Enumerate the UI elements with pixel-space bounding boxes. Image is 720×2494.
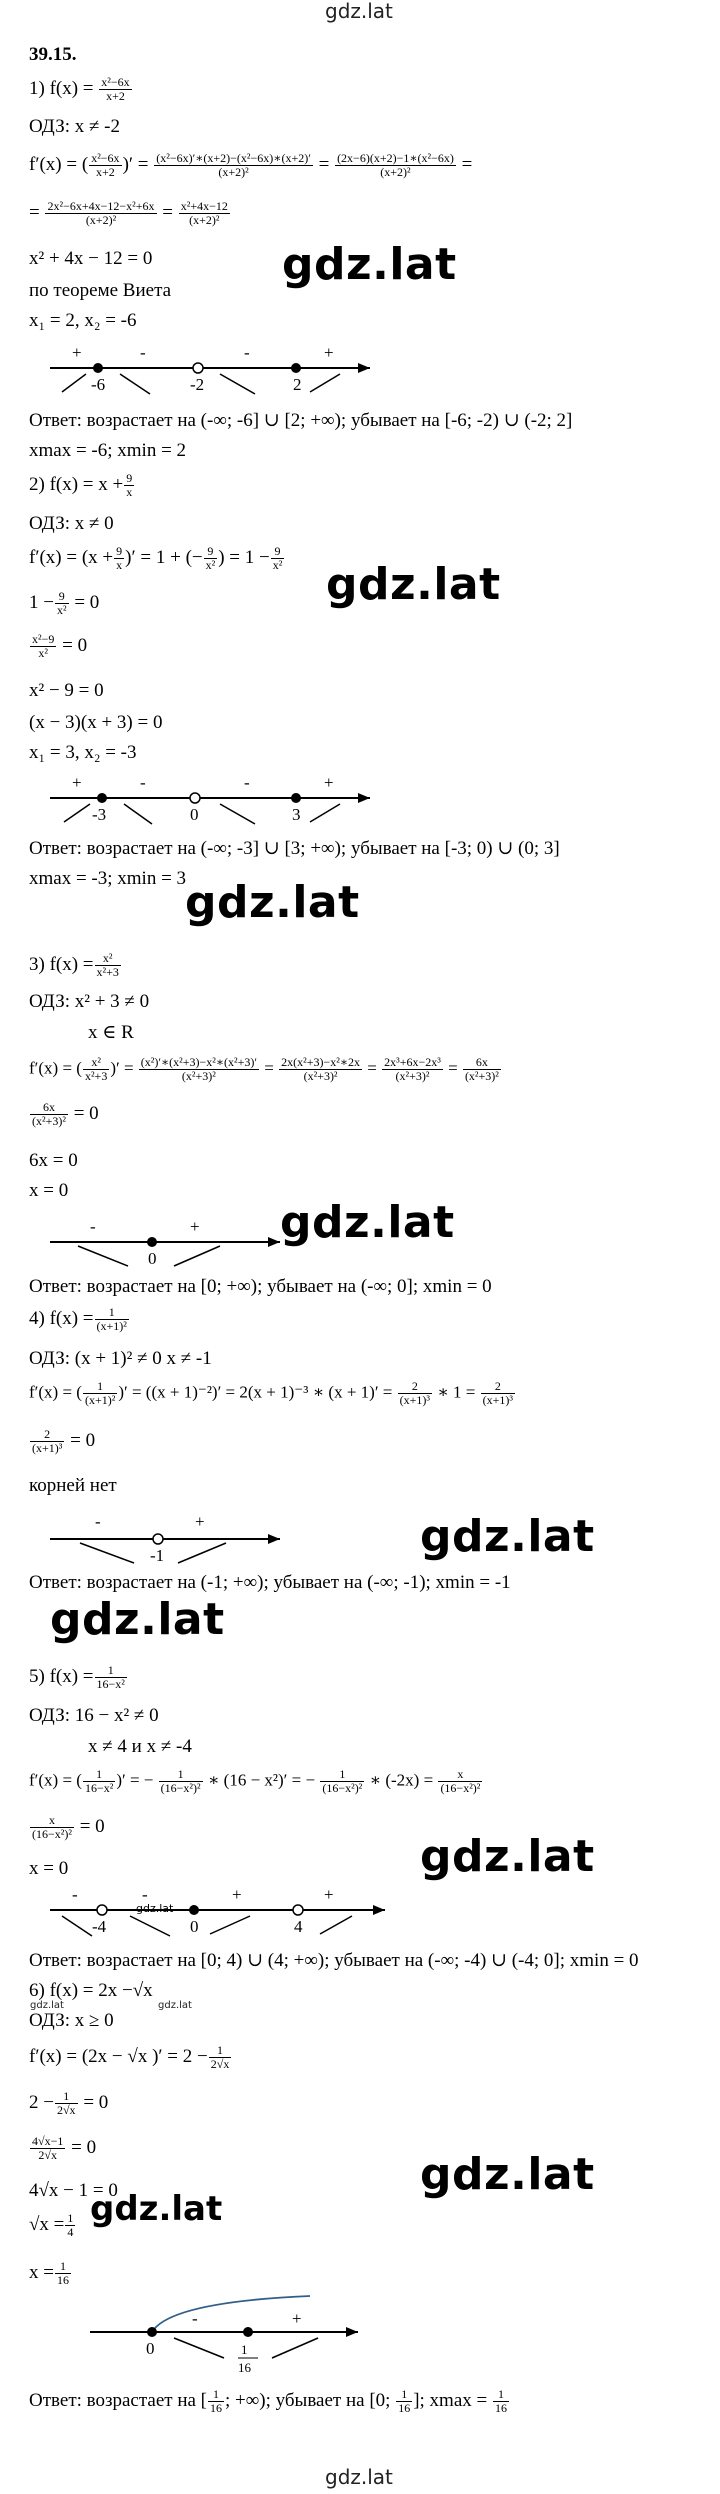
p2-extrema: xmax = -3; xmin = 3 — [29, 868, 187, 889]
p1-function-frac: $\frac{\text{x²−6x}}{x+2}$ — [101, 75, 130, 104]
p6-line2: $\frac{4√x-1}{2√x}$ = 0 — [32, 2134, 97, 2163]
p1-extrema: xmax = -6; xmin = 2 — [29, 440, 187, 461]
watermark-9: gdz.lat — [90, 2189, 223, 2229]
p2-sign-2: - — [140, 773, 146, 792]
p1-sign-1: + — [72, 343, 82, 362]
p2-point-label-2: 0 — [190, 805, 199, 824]
p3-line2: 6x = 0 — [29, 1150, 78, 1171]
p1-sign-4: + — [324, 343, 334, 362]
watermark-5: gdz.lat — [420, 1511, 595, 1562]
p6-derivative: f′(x) = (2x − √x )′ = 2 − $\frac{1}{2√x}$ — [29, 2043, 230, 2072]
p4-line1: $\frac{2}{\text{(x+1)³}}$ = 0 — [32, 1427, 96, 1456]
p3-odz: ОДЗ: x² + 3 ≠ 0 — [29, 991, 150, 1012]
p2-sign-chart — [40, 772, 370, 832]
p5-point-label-1: -4 — [92, 1917, 107, 1936]
p1-function-label: 1) f(x) = — [29, 78, 94, 100]
watermark-6: gdz.lat — [50, 1594, 225, 1645]
watermark-7: gdz.lat — [420, 1831, 595, 1882]
p1-point-open — [193, 363, 203, 373]
p6-point-label: 0 — [146, 2339, 155, 2358]
p2-odz: ОДЗ: x ≠ 0 — [29, 513, 114, 534]
p3-derivative: f′(x) = ( $\frac{\text{x²}}{\text{x²+3}}$ )′ = $\frac{\text{(x²)′∗(x²+3)−x²∗(x²+3)′}}{\text{(x²+3)²}}$ = $\frac{\text{2x(x²+3)−x²∗2x}}{\text{(x²+3)²}}$ = $\frac{\text{2x³+6x−2x³}}{\text{(x²+3)²}}$ = $\frac{6x}{\text{(x²+3)²}}$ — [29, 1055, 499, 1084]
site-header[interactable]: gdz.lat — [325, 0, 393, 23]
p6-line1: 2 − $\frac{1}{2√x}$ = 0 — [29, 2089, 109, 2118]
p3-function: 3) f(x) = $\frac{\text{x²}}{\text{x²+3}}$ — [29, 951, 119, 980]
p1-derivative: f′(x) = ( $\frac{\text{x²−6x}}{x+2}$ )′ = $\frac{\text{(x²−6x)′∗(x+2)−(x²−6x)∗(x+2)′}}{\text{(x+2)²}}$ = $\frac{\text{(2x−6)(x+2)−1∗(x²−6x)}}{\text{(x+2)²}}$ = — [29, 151, 473, 180]
p5-sign-2: - — [142, 1885, 148, 1904]
p4-function: 4) f(x) = $\frac{1}{\text{(x+1)²}}$ — [29, 1305, 127, 1334]
p6-sign-chart — [40, 2280, 370, 2380]
p4-sign-chart — [40, 1505, 290, 1567]
p4-odz: ОДЗ: (x + 1)² ≠ 0 x ≠ -1 — [29, 1348, 212, 1369]
p5-line2: x = 0 — [29, 1858, 69, 1879]
p6-answer: Ответ: возрастает на [ $\frac{1}{16}$ ; +∞); убывает на [0; $\frac{1}{16}$ ]; xmax = $\frac{1}{16}$ — [29, 2387, 507, 2416]
p1-point-label-3: 2 — [293, 375, 302, 394]
p2-point-label-3: 3 — [292, 805, 301, 824]
p3-sign-2: + — [190, 1217, 200, 1236]
p4-sign-2: + — [195, 1512, 205, 1531]
small-watermark-1: gdz.lat — [136, 1902, 174, 1915]
p1-point-label-1: -6 — [91, 375, 106, 394]
p1-point-closed-1 — [93, 363, 103, 373]
p2-point-label-1: -3 — [92, 805, 107, 824]
p5-sign-4: + — [324, 1885, 334, 1904]
p1-sign-chart — [40, 342, 370, 402]
small-watermark-3: gdz.lat — [158, 2000, 192, 2011]
p2-sign-3: - — [244, 773, 250, 792]
p6-sign-1: - — [192, 2309, 198, 2328]
p5-sign-3: + — [232, 1885, 242, 1904]
sqrt-curve — [152, 2296, 310, 2332]
p5-point-label-3: 4 — [294, 1917, 303, 1936]
p4-point-label: -1 — [150, 1546, 165, 1565]
p5-condition: x ≠ 4 и x ≠ -4 — [88, 1736, 192, 1757]
p6-point-frac-num: 1 — [241, 2342, 248, 2357]
p2-roots: x₁ = 3, x₂ = -3 — [29, 742, 137, 763]
p3-domain: x ∈ R — [88, 1022, 134, 1043]
p2-line1: 1 − $\frac{9}{\text{x²}}$ = 0 — [29, 589, 100, 618]
p3-sign-1: - — [90, 1217, 96, 1236]
site-footer[interactable]: gdz.lat — [325, 2465, 393, 2489]
p1-equation: x² + 4x − 12 = 0 — [29, 248, 153, 269]
p3-line1: $\frac{6x}{\text{(x²+3)²}}$ = 0 — [32, 1100, 99, 1129]
p1-derivative-2: = $\frac{\text{2x²−6x+4x−12−x²+6x}}{\text{(x+2)²}}$ = $\frac{\text{x²+4x−12}}{\text{(x+2)²}}$ — [29, 199, 228, 228]
p4-derivative: f′(x) = ( $\frac{1}{\text{(x+1)²}}$ )′ = ((x + 1)⁻²)′ = 2(x + 1)⁻³ ∗ (x + 1)′ = $\frac{2}{\text{(x+1)³}}$ ∗ 1 = $\frac{2}{\text{(x+1)³}}$ — [29, 1379, 514, 1408]
p4-answer: Ответ: возрастает на (-1; +∞); убывает на (-∞; -1); xmin = -1 — [29, 1572, 511, 1593]
p2-line2: $\frac{\text{x²−9}}{\text{x²}}$ = 0 — [32, 632, 88, 661]
p5-function: 5) f(x) = $\frac{1}{\text{16−x²}}$ — [29, 1663, 125, 1692]
p6-sign-2: + — [292, 2309, 302, 2328]
p3-answer: Ответ: возрастает на [0; +∞); убывает на (-∞; 0]; xmin = 0 — [29, 1276, 492, 1297]
problem-number: 39.15. — [29, 44, 77, 65]
small-watermark-2: gdz.lat — [30, 2000, 64, 2011]
p5-sign-1: - — [72, 1885, 78, 1904]
p2-line3: x² − 9 = 0 — [29, 680, 104, 701]
p6-point-frac-den: 16 — [238, 2360, 251, 2375]
p1-sign-3: - — [244, 343, 250, 362]
p4-no-roots: корней нет — [29, 1475, 117, 1496]
p5-odz: ОДЗ: 16 − x² ≠ 0 — [29, 1705, 159, 1726]
p1-point-label-2: -2 — [190, 375, 205, 394]
p2-derivative: f′(x) = (x + $\frac{9}{x}$ )′ = 1 + (− $\frac{9}{\text{x²}}$ ) = 1 − $\frac{9}{\text{x²}}$ — [29, 544, 283, 573]
p5-derivative: f′(x) = ( $\frac{1}{\text{16−x²}}$ )′ = − $\frac{1}{\text{(16−x²)²}}$ ∗ (16 − x²)′ = − $\frac{1}{\text{(16−x²)²}}$ ∗ (-2x) = $\frac{x}{\text{(16−x²)²}}$ — [29, 1767, 481, 1796]
p5-point-label-2: 0 — [190, 1917, 199, 1936]
p2-answer: Ответ: возрастает на (-∞; -3] ∪ [3; +∞); убывает на [-3; 0) ∪ (0; 3] — [29, 838, 560, 859]
p1-roots: x₁ = 2, x₂ = -6 — [29, 310, 137, 331]
p2-sign-4: + — [324, 773, 334, 792]
p6-line3: 4√x − 1 = 0 — [29, 2180, 118, 2201]
p6-odz: ОДЗ: x ≥ 0 — [29, 2010, 114, 2031]
watermark-3: gdz.lat — [185, 877, 360, 928]
p4-sign-1: - — [95, 1512, 101, 1531]
p3-point-label: 0 — [148, 1249, 157, 1268]
p5-answer: Ответ: возрастает на [0; 4) ∪ (4; +∞); убывает на (-∞; -4) ∪ (-4; 0]; xmin = 0 — [29, 1950, 639, 1971]
p1-vieta: по теореме Виета — [29, 280, 172, 301]
watermark-2: gdz.lat — [326, 559, 501, 610]
watermark-4: gdz.lat — [280, 1197, 455, 1248]
p1-answer: Ответ: возрастает на (-∞; -6] ∪ [2; +∞); убывает на [-6; -2) ∪ (-2; 2] — [29, 410, 573, 431]
p3-line3: x = 0 — [29, 1180, 69, 1201]
p2-function: 2) f(x) = x + $\frac{9}{x}$ — [29, 471, 133, 500]
p5-sign-chart — [40, 1884, 390, 1944]
p6-function: 6) f(x) = 2x −√x — [29, 1980, 153, 2001]
p6-line5: x = $\frac{1}{16}$ — [29, 2259, 69, 2288]
p1-function — [29, 76, 133, 103]
p1-odz: ОДЗ: x ≠ -2 — [29, 116, 121, 137]
p5-line1: $\frac{x}{\text{(16−x²)²}}$ = 0 — [32, 1813, 105, 1842]
p2-line4: (x − 3)(x + 3) = 0 — [29, 712, 163, 733]
p1-point-closed-2 — [291, 363, 301, 373]
p3-sign-chart — [40, 1210, 290, 1270]
watermark-1: gdz.lat — [282, 239, 457, 290]
p6-line4: √x = $\frac{1}{4}$ — [29, 2211, 74, 2240]
watermark-8: gdz.lat — [420, 2149, 595, 2200]
p2-sign-1: + — [72, 773, 82, 792]
p1-sign-2: - — [140, 343, 146, 362]
